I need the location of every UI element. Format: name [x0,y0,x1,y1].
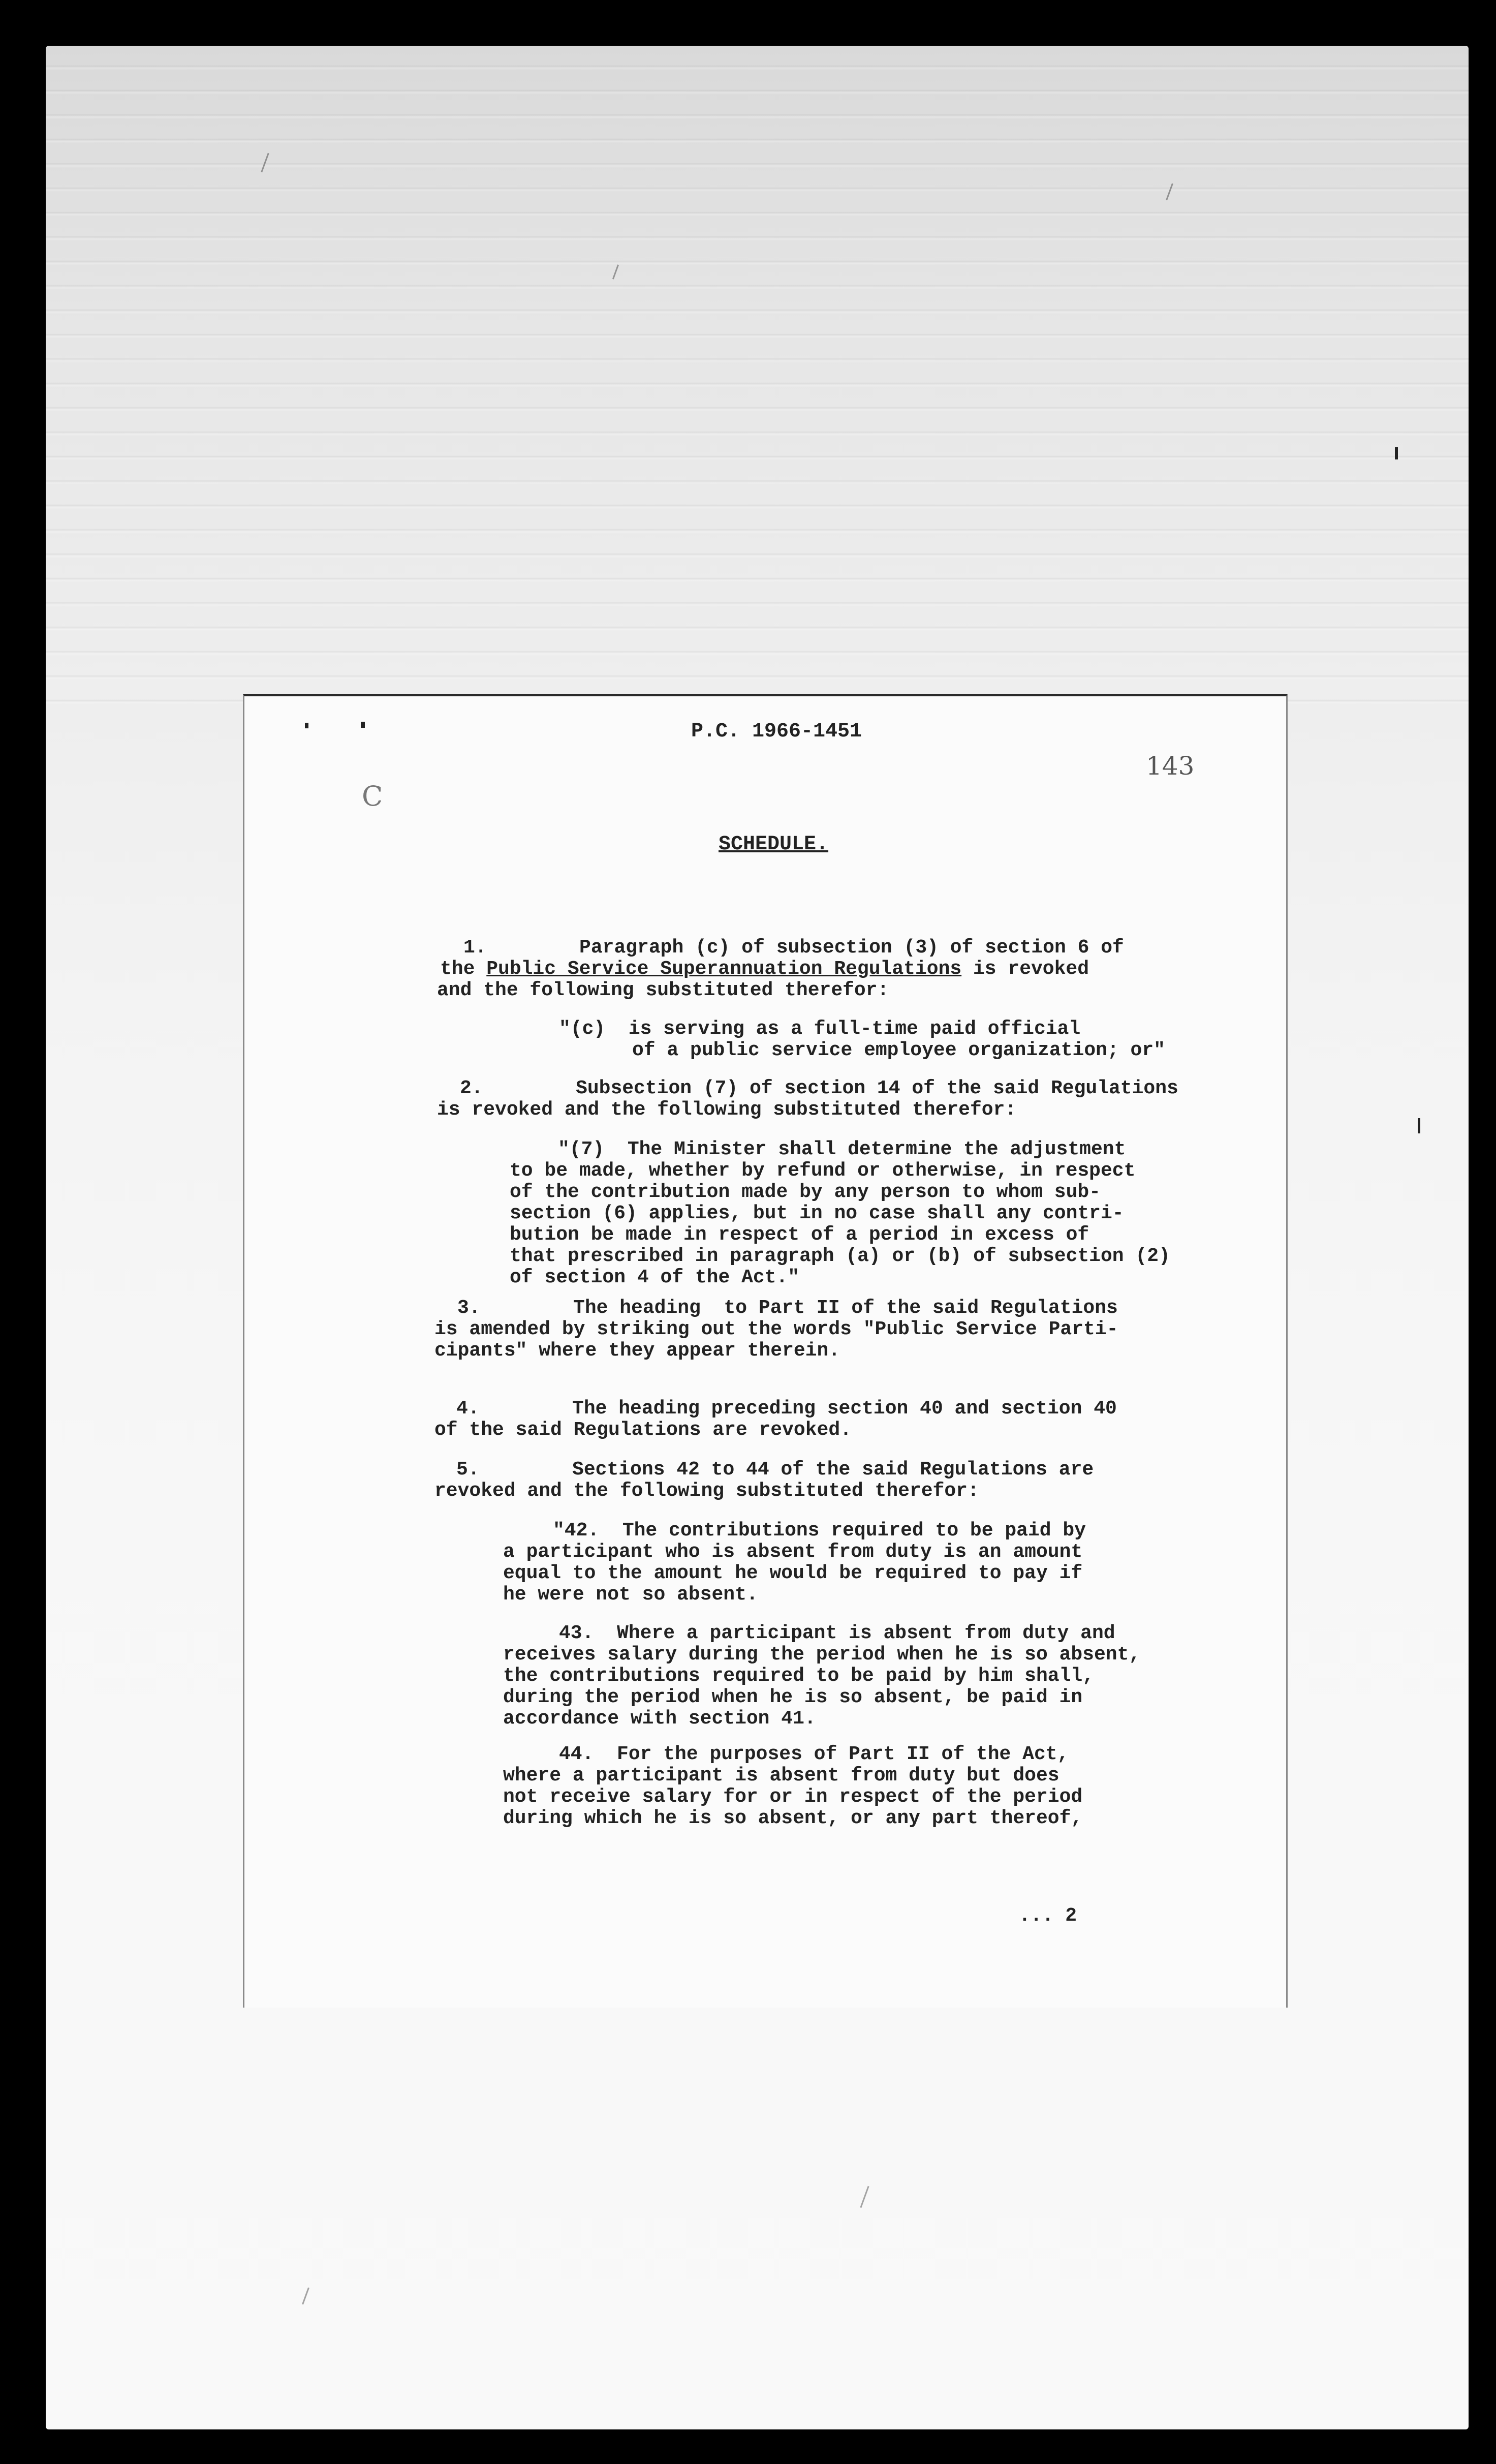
section-43-line: the contributions required to be paid by him shall, [503,1665,1094,1687]
section-43-line: during the period when he is so absent, be paid in [503,1686,1083,1708]
punch-mark [305,723,308,728]
section-42-line: "42. The contributions required to be paid by [553,1520,1086,1542]
section-44-line: 44. For the purposes of Part II of the Act, [559,1743,1069,1765]
margin-mark: C [362,780,383,812]
section-43-line: 43. Where a participant is absent from duty and [559,1622,1115,1644]
item-1-line: and the following substituted therefor: [437,979,889,1001]
section-42-line: a participant who is absent from duty is an amount [503,1541,1083,1563]
item-2-quote: that prescribed in paragraph (a) or (b) of subsection (2) [510,1245,1170,1267]
item-2-quote: of section 4 of the Act." [510,1267,800,1288]
item-3-line: is amended by striking out the words "Public Service Parti- [434,1318,1118,1340]
item-1-text: the [440,958,487,980]
item-2-quote: "(7) The Minister shall determine the adjustment [558,1138,1126,1160]
item-3-line: cipants" where they appear therein. [434,1340,840,1362]
item-1-quote: "(c) is serving as a full-time paid official [559,1018,1081,1040]
regulations-title: Public Service Superannuation Regulations [486,958,962,980]
section-43-line: receives salary during the period when he is so absent, [503,1644,1141,1666]
section-44-line: where a participant is absent from duty but does [503,1765,1059,1787]
film-mark [1418,1118,1420,1133]
item-5-line: 5. Sections 42 to 44 of the said Regulations are [456,1459,1094,1481]
item-4-line: 4. The heading preceding section 40 and section 40 [456,1398,1117,1420]
item-1-quote: of a public service employee organization; or" [632,1039,1165,1061]
page-number: 143 [1146,751,1195,781]
film-mark [1395,447,1398,459]
item-1-line: 1. Paragraph (c) of subsection (3) of section 6 of [463,937,1124,959]
continuation-marker: ... 2 [1019,1905,1077,1927]
item-1-text: is revoked [961,958,1089,980]
item-2-quote: of the contribution made by any person to whom sub- [510,1181,1101,1203]
schedule-title: SCHEDULE. [719,833,829,856]
section-44-line: not receive salary for or in respect of the period [503,1786,1083,1808]
item-5-line: revoked and the following substituted therefor: [434,1480,979,1502]
item-2-line: 2. Subsection (7) of section 14 of the said Regulations [460,1077,1178,1099]
item-4-line: of the said Regulations are revoked. [434,1419,852,1441]
item-2-quote: to be made, whether by refund or otherwise, in respect [510,1160,1136,1182]
order-number: P.C. 1966-1451 [691,720,862,743]
film-streaks [46,46,1469,706]
item-2-quote: section (6) applies, but in no case shall any contri- [510,1203,1124,1224]
item-2-quote: bution be made in respect of a period in excess of [510,1224,1089,1246]
item-3-line: 3. The heading to Part II of the said Regulations [457,1297,1118,1319]
punch-mark [361,722,365,728]
section-44-line: during which he is so absent, or any part thereof, [503,1807,1083,1829]
section-43-line: accordance with section 41. [503,1708,816,1730]
section-42-line: equal to the amount he would be required to pay if [503,1562,1083,1584]
item-2-line: is revoked and the following substituted therefor: [437,1099,1017,1121]
section-42-line: he were not so absent. [503,1584,758,1606]
item-1-line [440,958,1089,980]
